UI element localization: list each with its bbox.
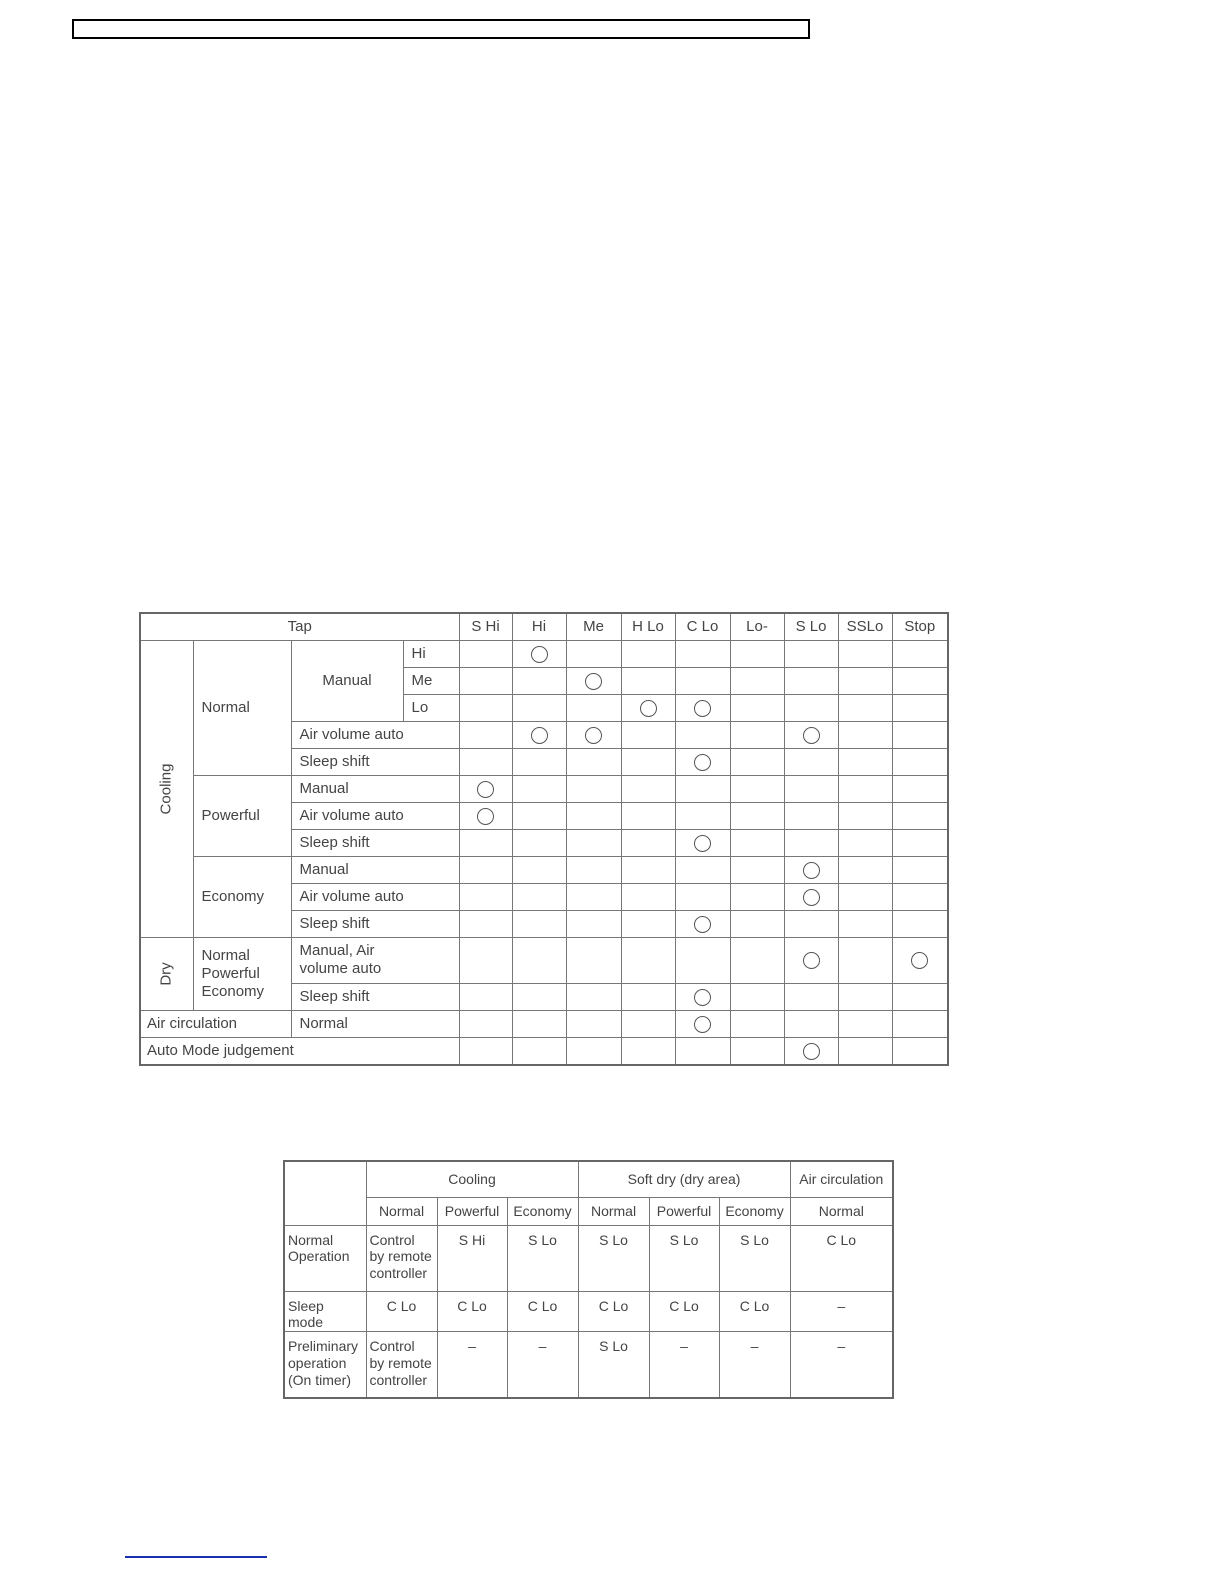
group-header: Cooling	[366, 1161, 578, 1197]
mark-cell	[459, 857, 512, 884]
mark-cell	[621, 803, 675, 830]
air-circulation-label: Air circulation	[140, 1011, 291, 1038]
mark-cell	[730, 803, 784, 830]
mark-cell	[566, 857, 621, 884]
mark-cell	[459, 1011, 512, 1038]
mark-cell	[459, 776, 512, 803]
group-header: Soft dry (dry area)	[578, 1161, 790, 1197]
mark-cell	[838, 776, 892, 803]
dry-label: Dry	[140, 938, 193, 1011]
mark-cell	[621, 984, 675, 1011]
mark-cell	[512, 1011, 566, 1038]
mark-cell	[838, 984, 892, 1011]
mark-cell	[459, 695, 512, 722]
mark-cell	[459, 938, 512, 984]
mark-cell	[892, 695, 948, 722]
mark-cell	[675, 884, 730, 911]
mark-cell	[566, 938, 621, 984]
value-cell: S Hi	[437, 1225, 507, 1291]
mark-cell	[675, 641, 730, 668]
mark-cell	[892, 884, 948, 911]
mark-cell	[892, 749, 948, 776]
mark-cell	[566, 722, 621, 749]
mark-cell	[566, 830, 621, 857]
circle-mark-icon	[694, 1016, 711, 1033]
air-volume-auto-label: Air volume auto	[291, 722, 459, 749]
mark-cell	[621, 776, 675, 803]
mark-cell	[892, 803, 948, 830]
mark-cell	[730, 695, 784, 722]
sub-header: Powerful	[437, 1197, 507, 1225]
hi-label: Hi	[403, 641, 459, 668]
normal-label: Normal	[291, 1011, 459, 1038]
circle-mark-icon	[803, 889, 820, 906]
mark-cell	[566, 1038, 621, 1066]
value-cell: S Lo	[649, 1225, 719, 1291]
col-header: H Lo	[621, 613, 675, 641]
cooling-label: Cooling	[140, 641, 193, 938]
mark-cell	[621, 857, 675, 884]
table-row	[140, 641, 948, 668]
mark-cell	[459, 641, 512, 668]
me-label: Me	[403, 668, 459, 695]
mark-cell	[512, 749, 566, 776]
mark-cell	[566, 1011, 621, 1038]
mark-cell	[784, 722, 838, 749]
mark-cell	[838, 830, 892, 857]
mark-cell	[892, 938, 948, 984]
mark-cell	[838, 911, 892, 938]
mark-cell	[784, 641, 838, 668]
circle-mark-icon	[477, 808, 494, 825]
value-cell: –	[719, 1332, 790, 1398]
value-cell: S Lo	[578, 1332, 649, 1398]
value-cell: –	[790, 1291, 893, 1332]
mark-cell	[621, 938, 675, 984]
mark-cell	[512, 641, 566, 668]
mark-cell	[838, 1038, 892, 1066]
mark-cell	[566, 984, 621, 1011]
table-row	[284, 1291, 893, 1332]
mark-cell	[621, 749, 675, 776]
value-cell: C Lo	[437, 1291, 507, 1332]
mark-cell	[892, 1038, 948, 1066]
mark-cell	[566, 695, 621, 722]
col-header: Me	[566, 613, 621, 641]
mark-cell	[512, 911, 566, 938]
normal-label: Normal	[193, 641, 291, 776]
value-cell: S Lo	[507, 1225, 578, 1291]
mark-cell	[784, 749, 838, 776]
mark-cell	[621, 641, 675, 668]
value-cell: C Lo	[719, 1291, 790, 1332]
mark-cell	[838, 938, 892, 984]
col-header: Hi	[512, 613, 566, 641]
value-cell: Control by remote controller	[366, 1332, 437, 1398]
mark-cell	[784, 1011, 838, 1038]
mark-cell	[512, 776, 566, 803]
mark-cell	[512, 695, 566, 722]
circle-mark-icon	[694, 916, 711, 933]
mark-cell	[838, 803, 892, 830]
col-header: SSLo	[838, 613, 892, 641]
col-header: Lo-	[730, 613, 784, 641]
circle-mark-icon	[585, 673, 602, 690]
mark-cell	[730, 830, 784, 857]
mark-cell	[838, 1011, 892, 1038]
mark-cell	[730, 776, 784, 803]
mark-cell	[566, 641, 621, 668]
value-cell: S Lo	[719, 1225, 790, 1291]
manual-label: Manual	[291, 776, 459, 803]
circle-mark-icon	[531, 727, 548, 744]
circle-mark-icon	[640, 700, 657, 717]
mark-cell	[512, 1038, 566, 1066]
col-header: S Lo	[784, 613, 838, 641]
mark-cell	[459, 884, 512, 911]
mark-cell	[675, 803, 730, 830]
mark-cell	[675, 722, 730, 749]
mark-cell	[512, 884, 566, 911]
mark-cell	[784, 938, 838, 984]
mark-cell	[892, 911, 948, 938]
value-cell: C Lo	[507, 1291, 578, 1332]
powerful-label: Powerful	[193, 776, 291, 857]
manual-label: Manual	[291, 857, 459, 884]
footer-rule	[125, 1556, 267, 1558]
air-volume-auto-label: Air volume auto	[291, 884, 459, 911]
mark-cell	[730, 911, 784, 938]
mark-cell	[621, 1011, 675, 1038]
mark-cell	[784, 1038, 838, 1066]
mark-cell	[784, 668, 838, 695]
table-row	[140, 938, 948, 984]
mark-cell	[621, 668, 675, 695]
mark-cell	[675, 830, 730, 857]
mark-cell	[675, 1011, 730, 1038]
sleep-shift-label: Sleep shift	[291, 911, 459, 938]
value-cell: C Lo	[578, 1291, 649, 1332]
tap-header: Tap	[140, 613, 459, 641]
mark-cell	[784, 911, 838, 938]
mark-cell	[566, 776, 621, 803]
mark-cell	[459, 668, 512, 695]
mark-cell	[675, 984, 730, 1011]
mark-cell	[459, 830, 512, 857]
value-cell: Control by remote controller	[366, 1225, 437, 1291]
header-row	[140, 613, 948, 641]
mark-cell	[892, 722, 948, 749]
mark-cell	[892, 668, 948, 695]
lo-label: Lo	[403, 695, 459, 722]
mark-cell	[892, 857, 948, 884]
mark-cell	[621, 911, 675, 938]
mark-cell	[784, 857, 838, 884]
table-row	[140, 857, 948, 884]
value-cell: –	[437, 1332, 507, 1398]
value-cell: –	[649, 1332, 719, 1398]
mark-cell	[512, 938, 566, 984]
row-label: Preliminary operation (On timer)	[284, 1332, 366, 1398]
mark-cell	[459, 803, 512, 830]
sub-header: Economy	[507, 1197, 578, 1225]
sub-header: Powerful	[649, 1197, 719, 1225]
mark-cell	[459, 1038, 512, 1066]
sub-header: Normal	[790, 1197, 893, 1225]
operation-mode-table	[283, 1160, 894, 1399]
circle-mark-icon	[694, 700, 711, 717]
circle-mark-icon	[477, 781, 494, 798]
mark-cell	[838, 857, 892, 884]
mark-cell	[621, 722, 675, 749]
sleep-shift-label: Sleep shift	[291, 749, 459, 776]
mark-cell	[512, 984, 566, 1011]
value-cell: –	[507, 1332, 578, 1398]
mark-cell	[512, 668, 566, 695]
mark-cell	[730, 641, 784, 668]
mark-cell	[512, 830, 566, 857]
manual-label: Manual	[291, 641, 403, 722]
mark-cell	[459, 911, 512, 938]
row-label: Sleep mode	[284, 1291, 366, 1332]
mark-cell	[621, 1038, 675, 1066]
mark-cell	[730, 938, 784, 984]
sub-header: Economy	[719, 1197, 790, 1225]
auto-mode-judgement-label: Auto Mode judgement	[140, 1038, 459, 1066]
sub-header: Normal	[578, 1197, 649, 1225]
col-header: S Hi	[459, 613, 512, 641]
mark-cell	[730, 984, 784, 1011]
mark-cell	[784, 984, 838, 1011]
mark-cell	[892, 830, 948, 857]
circle-mark-icon	[803, 727, 820, 744]
mark-cell	[784, 803, 838, 830]
mark-cell	[675, 1038, 730, 1066]
fan-tap-table	[139, 612, 949, 1066]
circle-mark-icon	[694, 989, 711, 1006]
mark-cell	[675, 938, 730, 984]
table-row	[140, 776, 948, 803]
mark-cell	[459, 984, 512, 1011]
table-row	[140, 1038, 948, 1066]
sleep-shift-label: Sleep shift	[291, 984, 459, 1011]
manual-air-volume-auto-label: Manual, Air volume auto	[291, 938, 459, 984]
value-cell: C Lo	[790, 1225, 893, 1291]
mark-cell	[621, 884, 675, 911]
mark-cell	[892, 1011, 948, 1038]
sub-header: Normal	[366, 1197, 437, 1225]
circle-mark-icon	[531, 646, 548, 663]
mark-cell	[730, 1011, 784, 1038]
mark-cell	[838, 884, 892, 911]
mark-cell	[838, 668, 892, 695]
mark-cell	[512, 803, 566, 830]
mark-cell	[566, 884, 621, 911]
mark-cell	[838, 641, 892, 668]
value-cell: C Lo	[366, 1291, 437, 1332]
sleep-shift-label: Sleep shift	[291, 830, 459, 857]
mark-cell	[784, 776, 838, 803]
mark-cell	[784, 695, 838, 722]
mark-cell	[675, 749, 730, 776]
mark-cell	[730, 722, 784, 749]
mark-cell	[675, 695, 730, 722]
mark-cell	[512, 722, 566, 749]
circle-mark-icon	[803, 1043, 820, 1060]
corner-cell	[284, 1161, 366, 1225]
table-row	[284, 1225, 893, 1291]
group-header: Air circulation	[790, 1161, 893, 1197]
mark-cell	[838, 722, 892, 749]
mark-cell	[838, 695, 892, 722]
dry-group-label: Normal Powerful Economy	[193, 938, 291, 1011]
circle-mark-icon	[585, 727, 602, 744]
value-cell: C Lo	[649, 1291, 719, 1332]
mark-cell	[459, 722, 512, 749]
mark-cell	[675, 857, 730, 884]
mark-cell	[730, 749, 784, 776]
table-row	[140, 1011, 948, 1038]
circle-mark-icon	[803, 952, 820, 969]
mark-cell	[621, 695, 675, 722]
mark-cell	[566, 668, 621, 695]
circle-mark-icon	[803, 862, 820, 879]
col-header: C Lo	[675, 613, 730, 641]
mark-cell	[784, 884, 838, 911]
economy-label: Economy	[193, 857, 291, 938]
mark-cell	[459, 749, 512, 776]
table-row	[284, 1332, 893, 1398]
header-box	[72, 19, 810, 39]
circle-mark-icon	[694, 835, 711, 852]
mark-cell	[566, 911, 621, 938]
mark-cell	[892, 984, 948, 1011]
mark-cell	[730, 668, 784, 695]
air-volume-auto-label: Air volume auto	[291, 803, 459, 830]
mark-cell	[892, 641, 948, 668]
col-header: Stop	[892, 613, 948, 641]
mark-cell	[566, 749, 621, 776]
mark-cell	[730, 857, 784, 884]
circle-mark-icon	[911, 952, 928, 969]
mark-cell	[512, 857, 566, 884]
mark-cell	[621, 830, 675, 857]
mark-cell	[566, 803, 621, 830]
circle-mark-icon	[694, 754, 711, 771]
mark-cell	[784, 830, 838, 857]
mark-cell	[838, 749, 892, 776]
mark-cell	[730, 884, 784, 911]
value-cell: –	[790, 1332, 893, 1398]
mark-cell	[675, 776, 730, 803]
mark-cell	[675, 668, 730, 695]
mark-cell	[675, 911, 730, 938]
mark-cell	[730, 1038, 784, 1066]
mark-cell	[892, 776, 948, 803]
value-cell: S Lo	[578, 1225, 649, 1291]
row-label: Normal Operation	[284, 1225, 366, 1291]
